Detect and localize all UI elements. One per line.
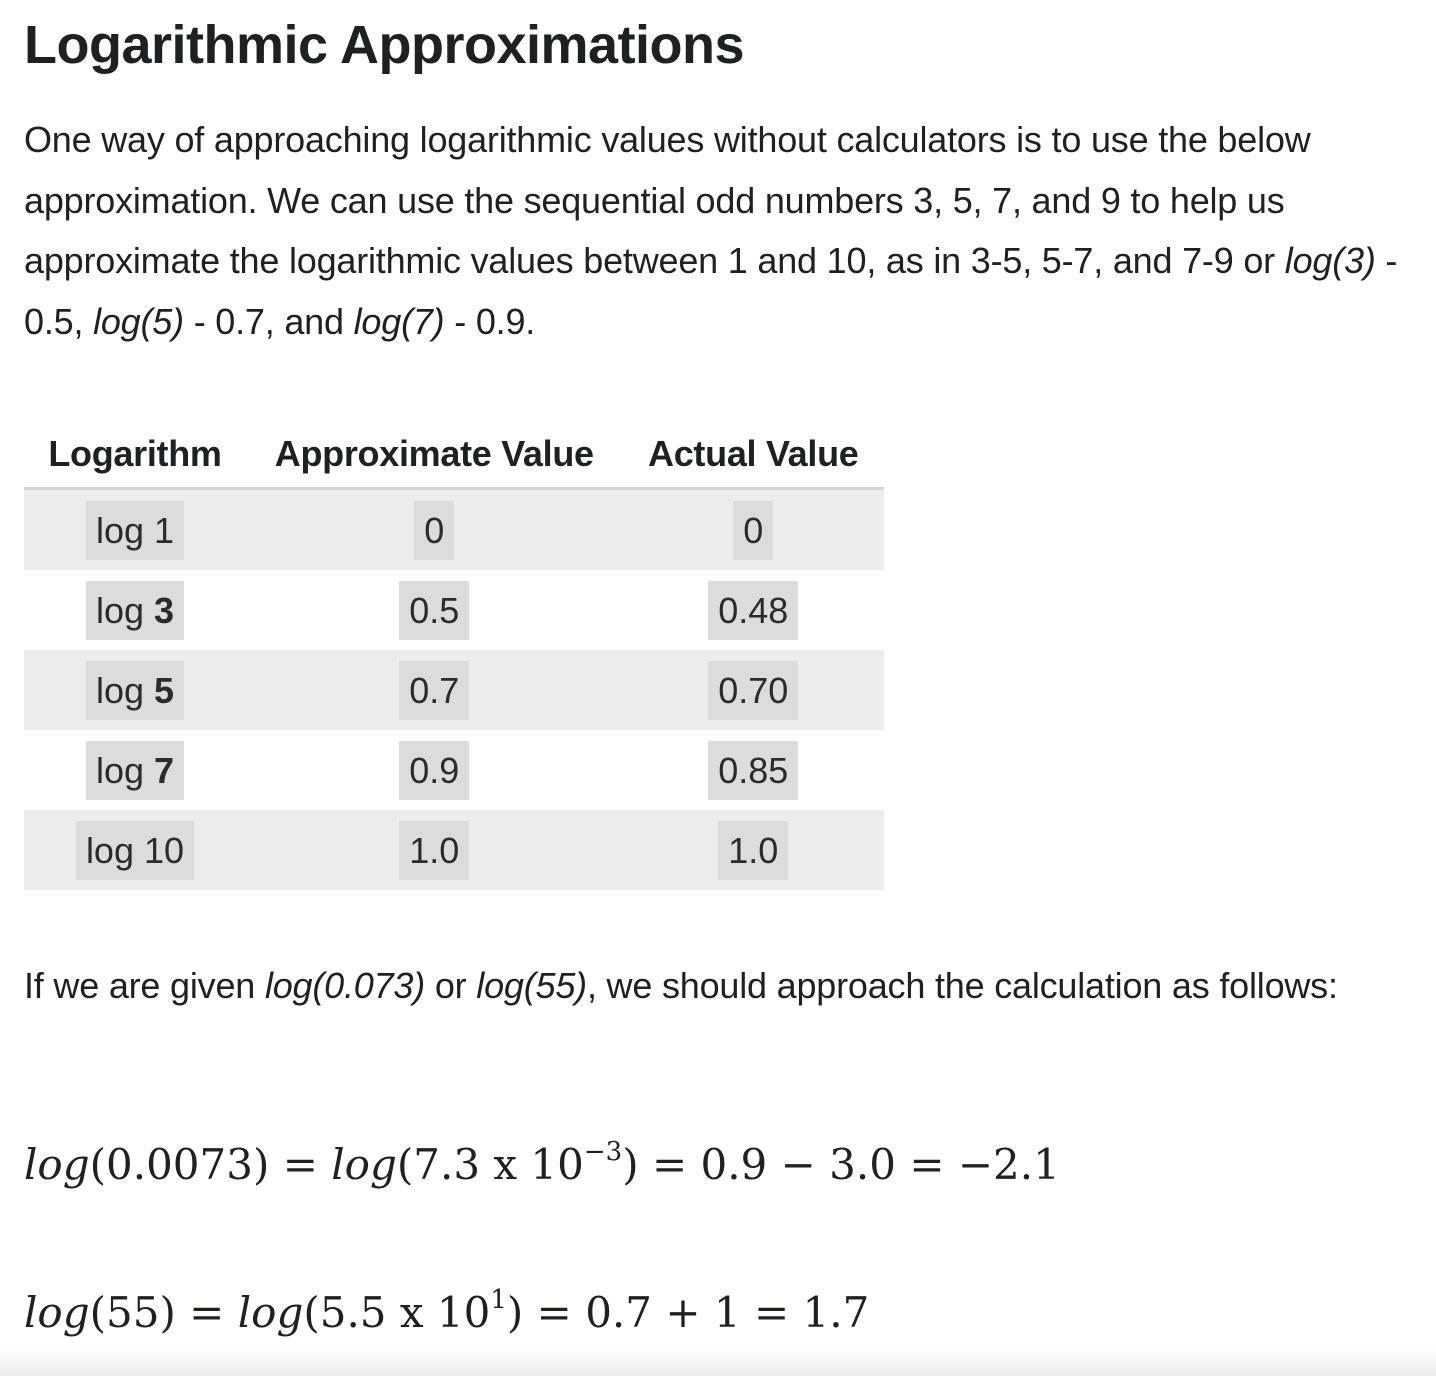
calculation-paragraph xyxy=(24,956,1414,1017)
log-prefix: log xyxy=(95,589,154,631)
eq1-result: = 0.9 − 3.0 = −2.1 xyxy=(638,1140,1060,1189)
intro-log5: log(5) xyxy=(93,300,184,342)
actual-value: 0.48 xyxy=(708,581,798,640)
eq2-lhs-fn: log xyxy=(24,1288,90,1337)
cell-approximate xyxy=(246,570,623,650)
intro-log3: log(3) xyxy=(1284,240,1376,281)
cell-approximate xyxy=(246,650,623,730)
cell-approximate xyxy=(246,730,623,810)
intro-text-4: - 0.9. xyxy=(444,300,536,342)
actual-value: 0.85 xyxy=(708,741,798,800)
cell-logarithm xyxy=(24,650,246,730)
eq2-mid-arg: (5.5 x 10 xyxy=(303,1288,491,1337)
cell-logarithm xyxy=(24,570,246,650)
log-number: 7 xyxy=(154,749,175,791)
eq2-exponent: 1 xyxy=(490,1285,507,1315)
approx-value: 0.7 xyxy=(399,661,469,720)
log-number: 1 xyxy=(154,509,175,551)
eq2-equals: = xyxy=(175,1288,238,1337)
log-approximation-table xyxy=(24,420,884,890)
actual-value: 0 xyxy=(733,501,773,560)
header-approximate-value: Approximate Value xyxy=(246,420,623,489)
para2-text-2: or xyxy=(425,965,477,1006)
table-row xyxy=(24,730,884,810)
log-number: 3 xyxy=(154,589,175,631)
cell-approximate xyxy=(246,810,623,890)
log-prefix: log xyxy=(95,749,154,791)
log-number: 5 xyxy=(154,669,175,711)
para2-log-b: log(55) xyxy=(476,965,587,1006)
eq2-lhs-arg: (55) xyxy=(89,1288,176,1337)
para2-text-3: , we should approach the calculation as follows: xyxy=(586,965,1338,1006)
log-number: 10 xyxy=(143,829,185,871)
para2-text-1: If we are given xyxy=(24,965,265,1006)
cell-actual xyxy=(623,570,884,650)
actual-value: 0.70 xyxy=(708,661,798,720)
header-logarithm: Logarithm xyxy=(24,420,246,489)
eq1-lhs-arg: (0.0073) xyxy=(89,1140,270,1189)
approx-value: 0.5 xyxy=(399,581,469,640)
intro-text-2: - 0.5, xyxy=(24,240,1398,342)
cell-logarithm xyxy=(24,730,246,810)
cell-actual xyxy=(623,810,884,890)
cell-logarithm xyxy=(24,489,246,571)
eq2-result: = 0.7 + 1 = 1.7 xyxy=(523,1288,870,1337)
bottom-fade xyxy=(0,1346,1436,1376)
intro-text-3: - 0.7, and xyxy=(183,300,354,342)
table-row xyxy=(24,650,884,730)
cell-actual xyxy=(623,489,884,571)
cell-approximate xyxy=(246,489,623,571)
eq1-mid-arg: (7.3 x 10 xyxy=(396,1140,584,1189)
eq2-mid-fn: log xyxy=(237,1288,304,1337)
approx-value: 1.0 xyxy=(399,821,469,880)
eq1-exponent: −3 xyxy=(583,1137,623,1167)
actual-value: 1.0 xyxy=(718,821,788,880)
table-row xyxy=(24,810,884,890)
eq1-mid-fn: log xyxy=(331,1140,397,1189)
eq1-equals: = xyxy=(269,1140,332,1189)
approx-value: 0 xyxy=(414,501,454,560)
header-actual-value: Actual Value xyxy=(623,420,884,489)
table-header-row xyxy=(24,420,884,489)
eq2-mid-close: ) xyxy=(506,1288,524,1337)
log-prefix: log xyxy=(95,509,154,551)
approx-value: 0.9 xyxy=(399,741,469,800)
intro-text-1: One way of approaching logarithmic values without calculators is to use the below approximation. We can use the sequential odd numbers 3, 5, 7, and 9 to help us approximate the logarithmic values between 1 and 10, as in 3-5, 5-7, and 7-9 or xyxy=(24,119,1311,281)
cell-logarithm xyxy=(24,810,246,890)
equation-log-55 xyxy=(24,1285,870,1337)
log-prefix: log xyxy=(85,829,144,871)
table-row xyxy=(24,489,884,571)
table-row xyxy=(24,570,884,650)
cell-actual xyxy=(623,650,884,730)
log-prefix: log xyxy=(95,669,154,711)
eq1-lhs-fn: log xyxy=(24,1140,90,1189)
eq1-mid-close: ) xyxy=(622,1140,639,1189)
page-title: Logarithmic Approximations xyxy=(24,15,745,75)
equation-log-0-0073 xyxy=(24,1137,1060,1189)
intro-paragraph xyxy=(24,110,1414,352)
cell-actual xyxy=(623,730,884,810)
para2-log-a: log(0.073) xyxy=(264,965,426,1006)
intro-log7: log(7) xyxy=(353,300,445,342)
